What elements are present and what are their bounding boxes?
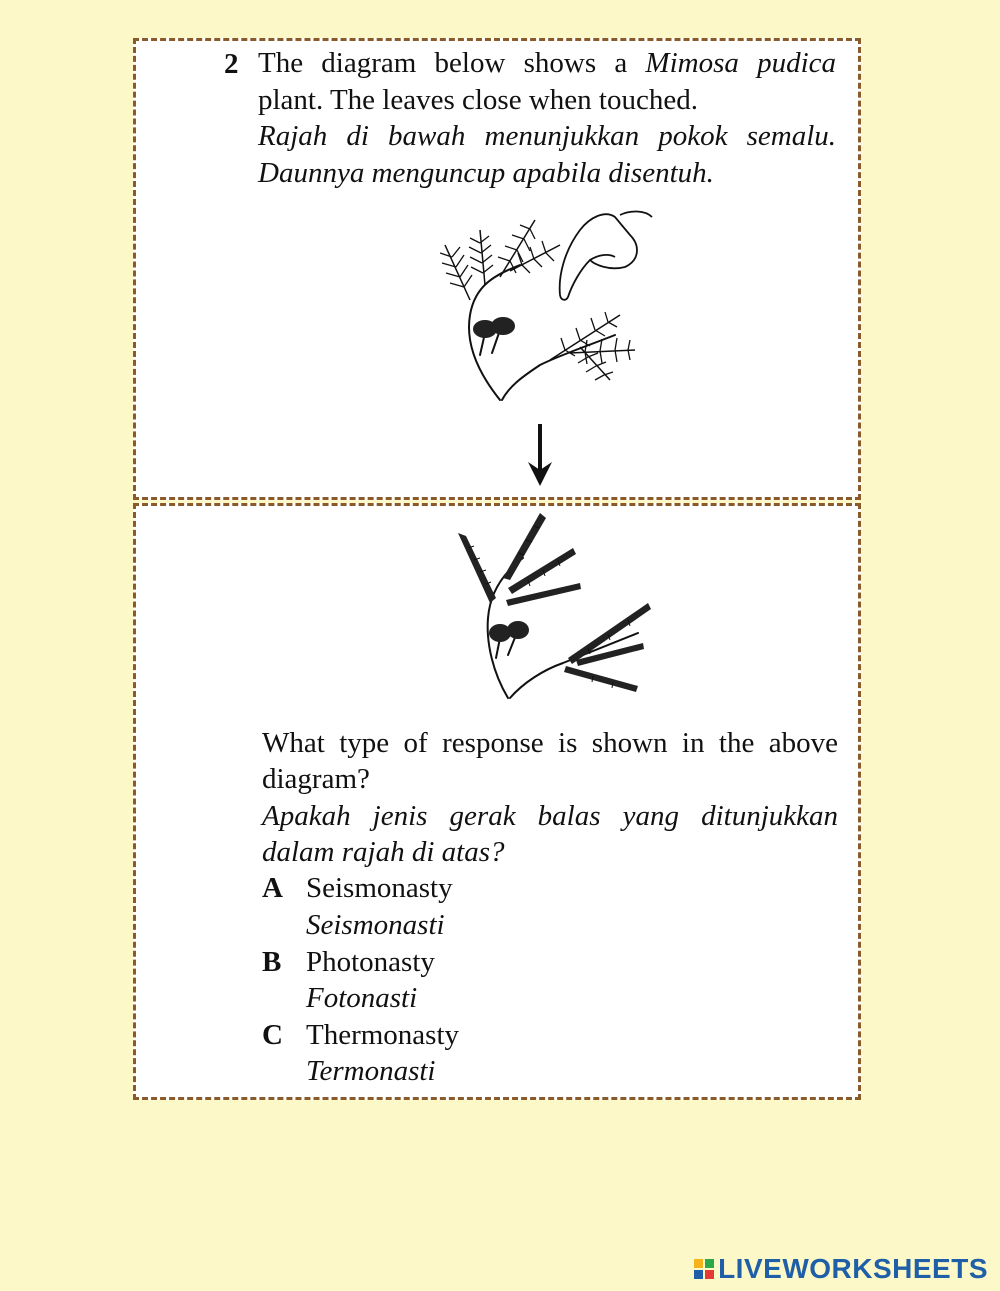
- intro-en-line-2: plant. The leaves close when touched.: [258, 84, 698, 116]
- prompt-ms-line-1: Apakah jenis gerak balas yang ditunjukkan: [262, 800, 838, 832]
- prompt-en-line-2: diagram?: [262, 763, 370, 795]
- question-number: 2: [224, 48, 239, 80]
- liveworksheets-logo[interactable]: [694, 1253, 988, 1285]
- prompt-en-line-1: What type of response is shown in the above: [262, 727, 838, 759]
- down-arrow-icon: [526, 422, 554, 488]
- option-b-translation: Fotonasti: [306, 982, 418, 1014]
- intro-ms-line-2: Daunnya menguncup apabila disentuh.: [258, 157, 714, 189]
- option-b-letter[interactable]: B: [262, 946, 282, 978]
- option-b-text[interactable]: Photonasty: [306, 946, 435, 978]
- species-name: Mimosa pudica: [645, 47, 837, 79]
- option-c-letter[interactable]: C: [262, 1019, 283, 1051]
- option-a-translation: Seismonasti: [306, 909, 445, 941]
- mimosa-closed-leaves-illustration: [448, 508, 658, 708]
- option-c-text[interactable]: Thermonasty: [306, 1019, 460, 1051]
- intro-en-line-1: The diagram below shows a Mimosa pudica: [258, 47, 837, 79]
- brand-name: LIVEWORKSHEETS: [718, 1253, 988, 1284]
- brand-grid-icon: [694, 1259, 714, 1279]
- option-c-translation: Termonasti: [306, 1055, 436, 1087]
- intro-ms-line-1: Rajah di bawah menunjukkan pokok semalu.: [258, 120, 836, 152]
- mimosa-open-leaves-illustration: [440, 205, 660, 410]
- option-a-text[interactable]: Seismonasty: [306, 872, 453, 904]
- option-a-letter[interactable]: A: [262, 872, 283, 904]
- prompt-ms-line-2: dalam rajah di atas?: [262, 836, 505, 868]
